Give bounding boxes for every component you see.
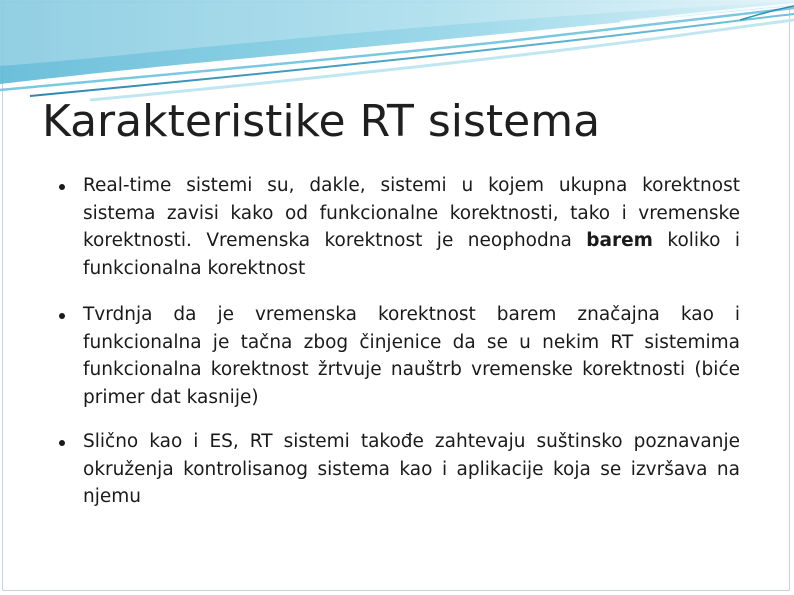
bullet-dot-icon (59, 313, 65, 319)
bullet-text-emphasis: barem (586, 230, 653, 251)
bullet-text: Tvrdnja da je vremenska korektnost barem značajna kao i funkcionalna je tačna zbog činjenice da se u nekim RT sistemima funkcionalna korektnost žrtvuje nauštrb vremenske korektnosti (biće primer dat kasnije) (83, 304, 740, 408)
bullet-text (83, 172, 740, 282)
bullet-text-part: koliko i funkcionalna korektnost (83, 230, 740, 279)
bullet-dot-icon (59, 184, 65, 190)
bullet-text-part: Real-time sistemi su, dakle, sistemi u kojem ukupna korektnost sistema zavisi kako od funkcionalne korektnosti, tako i vremenske korektnosti. Vremenska korektnost je neophodna (83, 175, 740, 251)
bullet-text: Slično kao i ES, RT sistemi takođe zahtevaju suštinsko poznavanje okruženja kontrolisanog sistema kao i aplikacije koja se izvršava na njemu (83, 431, 740, 507)
bullet-dot-icon (59, 440, 65, 446)
slide-title: Karakteristike RT sistema (42, 96, 601, 147)
